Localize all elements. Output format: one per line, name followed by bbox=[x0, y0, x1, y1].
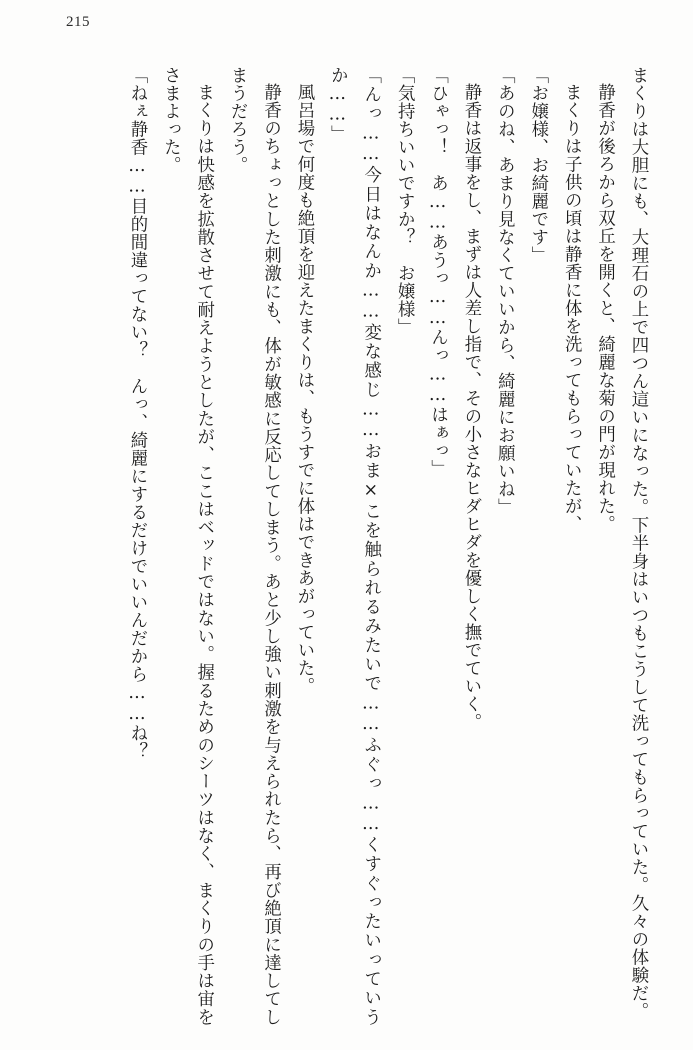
paragraph: 風呂場で何度も絶頂を迎えたまくりは、もうすでに体はできあがっていた。 bbox=[293, 83, 314, 695]
paragraph: 「ひゃっ！ あ……あうっ……んっ……はぁっ」 bbox=[427, 66, 448, 478]
paragraph: 静香が後ろから双丘を開くと、綺麗な菊の門が現れた。 bbox=[594, 83, 615, 533]
paragraph: 静香のちょっとした刺激にも、体が敏感に反応してしまう。あと少し強い刺激を与えられたら、再び絶頂に達してしまうだろう。 bbox=[227, 66, 281, 1026]
paragraph: まくりは子供の頃は静香に体を洗ってもらっていたが、 bbox=[561, 83, 582, 533]
paragraph: 「気持ちいいですか？ お嬢様」 bbox=[394, 66, 415, 336]
paragraph: 「んっ……今日はなんか……変な感じ……おま×こを触られるみたいで……ふぐっ……くすぐったいっていうか……」 bbox=[327, 66, 381, 1026]
paragraph: まくりは大胆にも、大理石の上で四つん這いになった。下半身はいつもこうして洗ってもらっていた。久々の体験だ。 bbox=[628, 66, 648, 1020]
paragraph: 静香は返事をし、まずは人差し指で、その小さなヒダヒダを優しく撫でていく。 bbox=[460, 83, 481, 731]
paragraph: 「ねぇ静香……目的間違ってない？ んっ、綺麗にするだけでいいんだから……ね？ bbox=[126, 66, 147, 761]
paragraph: 「あのね、あまり見なくていいから、綺麗にお願いね」 bbox=[494, 66, 515, 516]
paragraph: まくりは快感を拡散させて耐えようとしたが、ここはベッドではない。握るためのシーツはなく、まくりの手は宙をさまよった。 bbox=[160, 66, 214, 1026]
page-body-text bbox=[34, 66, 654, 1026]
paragraph: 「お嬢様、お綺麗です」 bbox=[527, 66, 548, 264]
page-number: 215 bbox=[66, 14, 90, 30]
